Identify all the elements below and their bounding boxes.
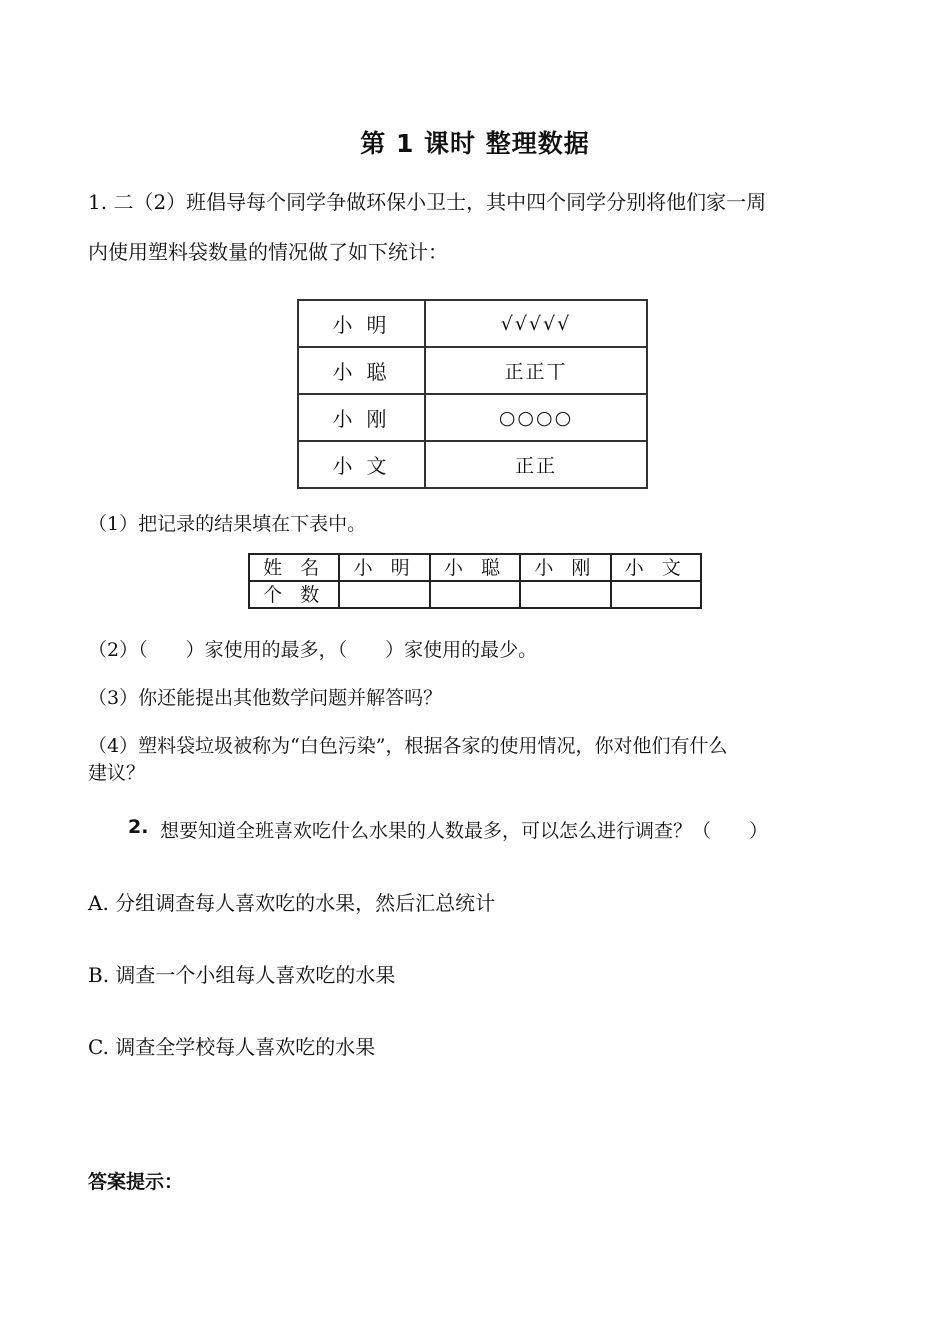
fill-row-label-count: 个 数 xyxy=(249,581,339,608)
fill-header-name: 姓 名 xyxy=(249,554,339,581)
fill-count-cell[interactable] xyxy=(611,581,701,608)
tally-name: 小文 xyxy=(298,441,425,488)
table-row xyxy=(298,441,647,488)
tally-table xyxy=(297,299,648,489)
table-row xyxy=(298,394,647,441)
q1-stem-line2: 内使用塑料袋数量的情况做了如下统计： xyxy=(88,240,448,264)
fill-table xyxy=(248,553,702,609)
q1-sub3: （3）你还能提出其他数学问题并解答吗？ xyxy=(88,687,443,709)
table-row xyxy=(249,581,701,608)
tally-mark: ○○○○ xyxy=(425,394,647,441)
tally-mark: √√√√√ xyxy=(425,300,647,347)
fill-count-cell[interactable] xyxy=(430,581,520,608)
fill-header-cell: 小 刚 xyxy=(520,554,610,581)
tally-name: 小明 xyxy=(298,300,425,347)
tally-mark: 正正 xyxy=(425,441,647,488)
fill-header-cell: 小 文 xyxy=(611,554,701,581)
table-row xyxy=(249,554,701,581)
table-row xyxy=(298,347,647,394)
q2-stem: 想要知道全班喜欢吃什么水果的人数最多，可以怎么进行调查？（ ） xyxy=(160,820,769,842)
table-row xyxy=(298,300,647,347)
page-title: 第 1 课时 整理数据 xyxy=(360,129,590,158)
tally-name: 小刚 xyxy=(298,394,425,441)
q2-option-b: B. 调查一个小组每人喜欢吃的水果 xyxy=(88,963,396,987)
q2-option-c: C. 调查全学校每人喜欢吃的水果 xyxy=(88,1035,376,1059)
tally-name: 小聪 xyxy=(298,347,425,394)
fill-count-cell[interactable] xyxy=(520,581,610,608)
q1-sub2: （2）（ ）家使用的最多，（ ）家使用的最少。 xyxy=(88,639,538,661)
tally-mark: 正正丅 xyxy=(425,347,647,394)
q1-sub4-line2: 建议？ xyxy=(88,762,146,784)
q2-option-a: A. 分组调查每人喜欢吃的水果，然后汇总统计 xyxy=(88,891,496,915)
q1-sub1: （1）把记录的结果填在下表中。 xyxy=(88,513,367,535)
q1-stem-line1: 1. 二（2）班倡导每个同学争做环保小卫士，其中四个同学分别将他们家一周 xyxy=(88,190,767,214)
q1-sub4-line1: （4）塑料袋垃圾被称为“白色污染”，根据各家的使用情况，你对他们有什么 xyxy=(88,735,728,757)
fill-header-cell: 小 聪 xyxy=(430,554,520,581)
q2-number: 2. xyxy=(128,816,149,838)
fill-header-cell: 小 明 xyxy=(339,554,429,581)
fill-count-cell[interactable] xyxy=(339,581,429,608)
answer-hint-heading: 答案提示： xyxy=(88,1171,184,1193)
